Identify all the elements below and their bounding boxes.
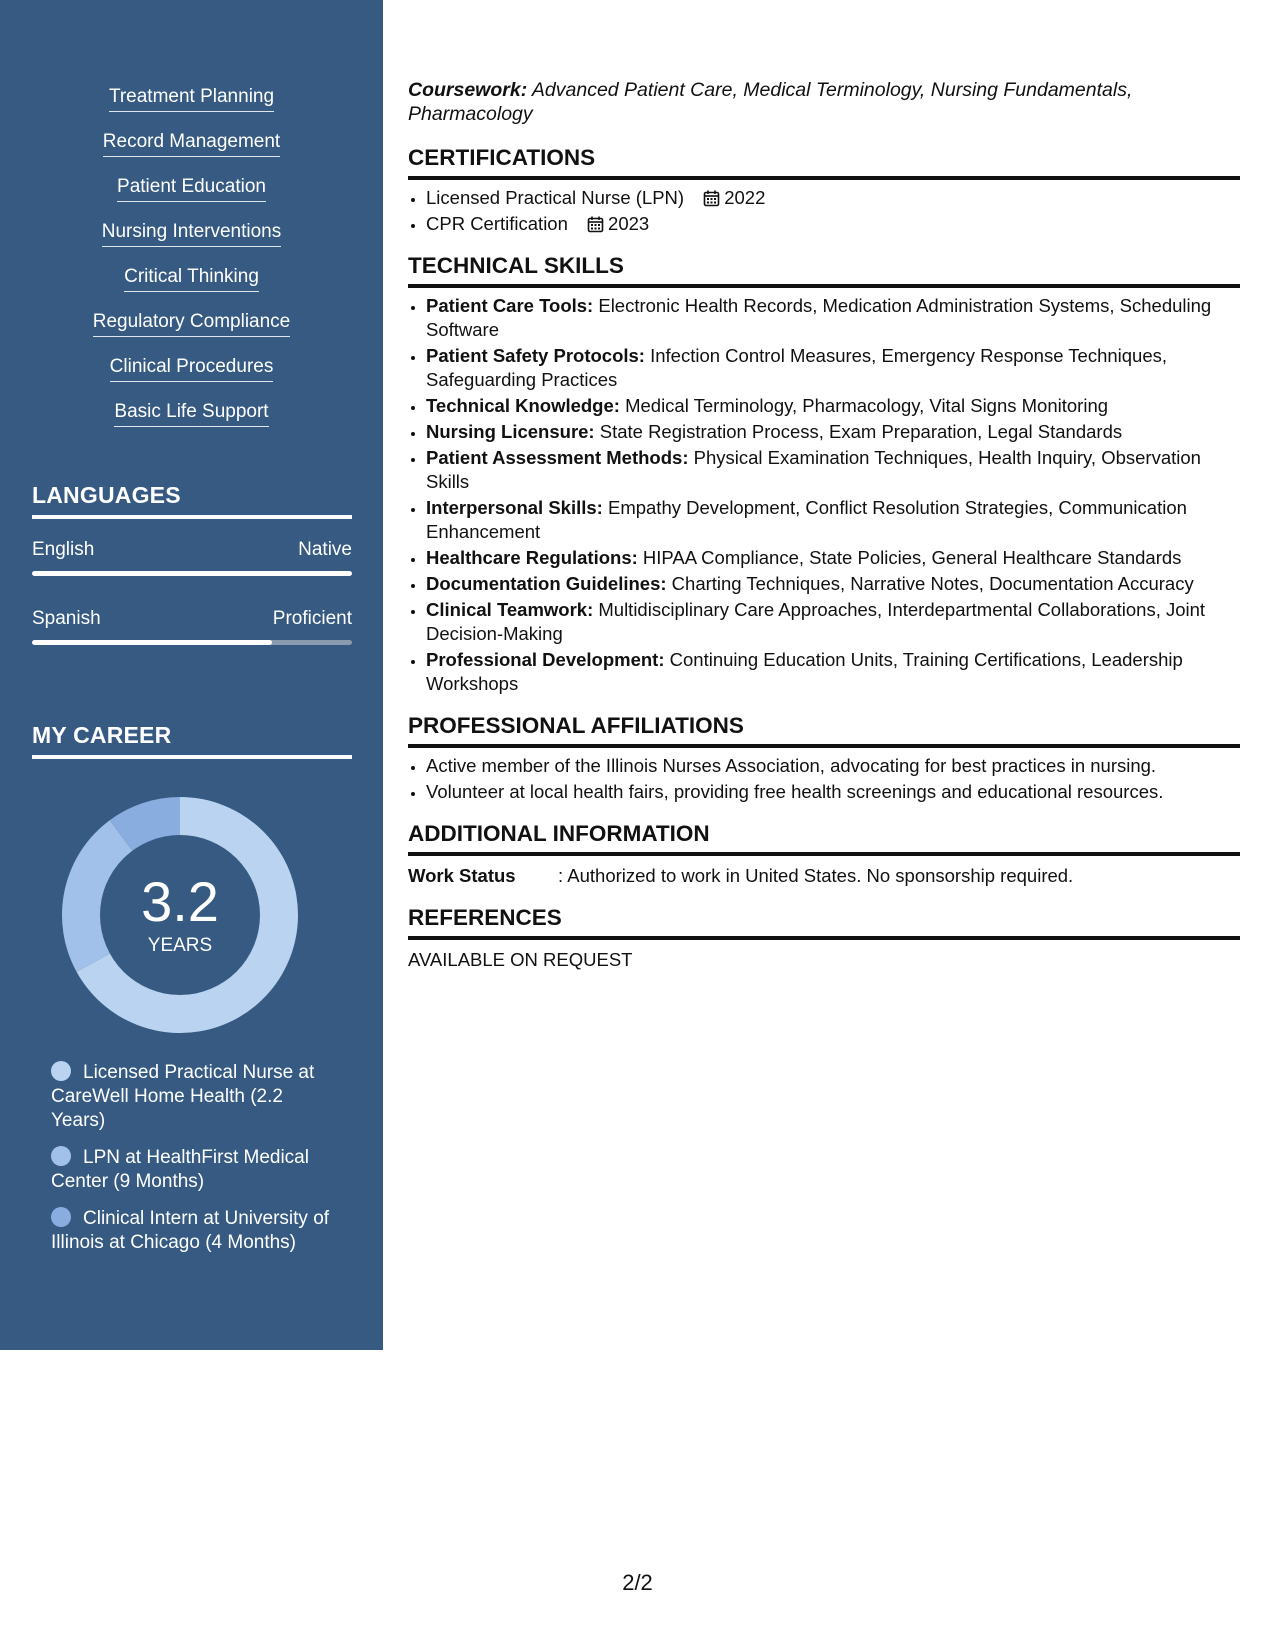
skill-label: Regulatory Compliance [93,311,291,337]
career-heading: MY CAREER [32,722,352,759]
career-dot-icon [51,1146,71,1166]
skill-label: Basic Life Support [114,401,268,427]
certifications-list [408,186,1240,236]
skill-label: Clinical Procedures [110,356,274,382]
skills-list [0,86,383,446]
language-bar-fill [32,571,352,576]
skill-details: HIPAA Compliance, State Policies, General Healthcare Standards [637,547,1182,568]
skill-item [0,86,383,131]
technical-skill-item [426,420,1240,444]
skill-details: Infection Control Measures, Emergency Response Techniques, Safeguarding Practices [426,345,1168,390]
language-bar-fill [32,640,272,645]
skill-category: Nursing Licensure: [426,421,595,442]
certification-name: Licensed Practical Nurse (LPN) [426,187,685,208]
skill-item [0,356,383,401]
skill-category: Patient Care Tools: [426,295,594,316]
technical-skill-item [426,446,1240,494]
career-item [51,1146,336,1194]
skill-details: Charting Techniques, Narrative Notes, Documentation Accuracy [666,573,1194,594]
references-heading: REFERENCES [408,904,1240,940]
skill-label: Treatment Planning [109,86,274,112]
career-total-unit: YEARS [147,935,213,956]
main-content [408,78,1240,972]
technical-skill-item [426,572,1240,596]
language-name: English [32,539,95,560]
skill-category: Patient Safety Protocols: [426,345,645,366]
career-dot-icon [51,1061,71,1081]
references-text: AVAILABLE ON REQUEST [408,949,633,970]
technical-skill-item [426,648,1240,696]
language-row-spanish [32,608,352,645]
skill-category: Professional Development: [426,649,665,670]
additional-info-heading: ADDITIONAL INFORMATION [408,820,1240,856]
technical-skills-heading: TECHNICAL SKILLS [408,252,1240,288]
coursework-text: Advanced Patient Care, Medical Terminology, Nursing Fundamentals, Pharmacology [408,79,1133,125]
career-item-text: LPN at HealthFirst Medical Center (9 Months) [51,1147,309,1192]
work-status-value: : Authorized to work in United States. No sponsorship required. [558,865,1074,886]
skill-details: Empathy Development, Conflict Resolution Strategies, Communication Enhancement [426,497,1187,542]
certification-year: 2023 [608,213,650,234]
calendar-icon [703,190,720,207]
career-item [51,1061,336,1133]
skill-category: Documentation Guidelines: [426,573,667,594]
skill-item [0,221,383,266]
technical-skill-item [426,496,1240,544]
language-row-english [32,539,352,576]
certification-year: 2022 [724,187,766,208]
career-list [51,1061,336,1268]
certification-item [426,212,1240,236]
sidebar [0,0,383,1350]
skill-details: Physical Examination Techniques, Health Inquiry, Observation Skills [426,447,1201,492]
certification-name: CPR Certification [426,213,568,234]
skill-item [0,401,383,446]
work-status-label: Work Status [408,865,516,886]
page-number: 2/2 [622,1570,653,1595]
affiliations-heading: PROFESSIONAL AFFILIATIONS [408,712,1240,748]
language-bar-track [32,640,352,645]
language-name: Spanish [32,608,101,629]
technical-skill-item [426,344,1240,392]
language-bar-track [32,571,352,576]
coursework [408,78,1240,126]
calendar-icon [587,216,604,233]
skill-details: Multidisciplinary Care Approaches, Interdepartmental Collaborations, Joint Decision-Making [426,599,1206,644]
skill-item [0,311,383,356]
technical-skill-item [426,546,1240,570]
skill-item [0,266,383,311]
skill-category: Interpersonal Skills: [426,497,603,518]
technical-skill-item [426,294,1240,342]
skill-item [0,131,383,176]
technical-skill-item [426,394,1240,418]
skill-category: Patient Assessment Methods: [426,447,689,468]
career-dot-icon [51,1207,71,1227]
certification-item [426,186,1240,210]
coursework-label: Coursework: [408,79,528,101]
career-item-text: Licensed Practical Nurse at CareWell Home Health (2.2 Years) [51,1062,315,1131]
languages-heading: LANGUAGES [32,482,352,519]
skill-category: Technical Knowledge: [426,395,620,416]
affiliations-list [408,754,1240,804]
career-item [51,1207,336,1255]
language-level: Native [298,539,352,560]
skill-label: Nursing Interventions [102,221,282,247]
certifications-heading: CERTIFICATIONS [408,144,1240,180]
skill-details: Continuing Education Units, Training Certifications, Leadership Workshops [426,649,1183,694]
language-level: Proficient [272,608,352,629]
career-item-text: Clinical Intern at University of Illinois at Chicago (4 Months) [51,1208,330,1253]
technical-skill-item [426,598,1240,646]
skill-details: State Registration Process, Exam Preparation, Legal Standards [594,421,1123,442]
technical-skills-list [408,294,1240,696]
skill-label: Critical Thinking [124,266,259,292]
skill-details: Electronic Health Records, Medication Administration Systems, Scheduling Software [426,295,1212,340]
affiliation-item: • Volunteer at local health fairs, providing free health screenings and educational resources. [426,780,1240,804]
work-status-row [408,864,1240,888]
skill-category: Healthcare Regulations: [426,547,638,568]
skill-category: Clinical Teamwork: [426,599,594,620]
skill-label: Patient Education [117,176,266,202]
skill-label: Record Management [103,131,280,157]
skill-item [0,176,383,221]
skill-details: Medical Terminology, Pharmacology, Vital Signs Monitoring [619,395,1109,416]
career-total-years: 3.2 [141,870,219,933]
affiliation-item: • Active member of the Illinois Nurses Association, advocating for best practices in nursing. [426,754,1240,778]
